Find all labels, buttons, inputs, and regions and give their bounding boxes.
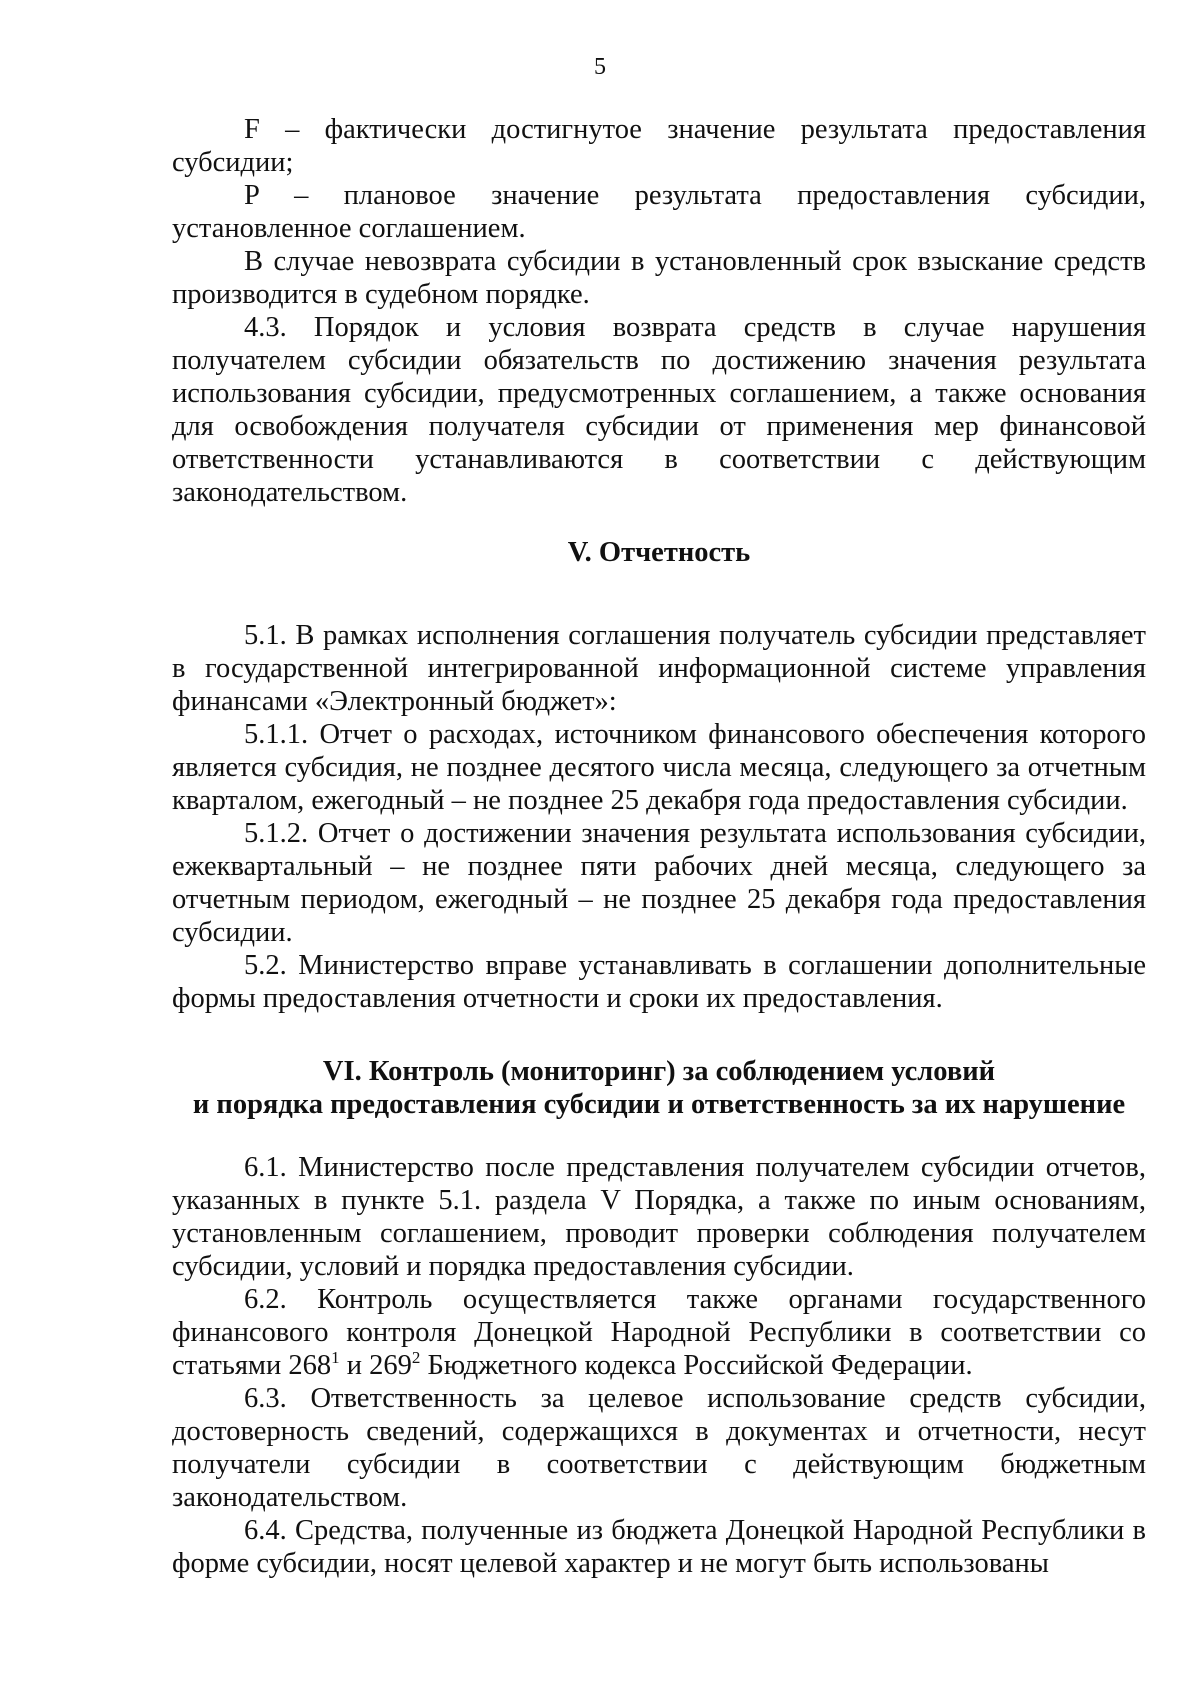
paragraph-6-2-text-a: 6.2. Контроль осуществляется также органами государственного финансового контроля Донецкой Народной Республики в соответствии со статьями 268 [172, 1284, 1146, 1381]
paragraph-6-4: 6.4. Средства, полученные из бюджета Донецкой Народной Республики в форме субсидии, носят целевой характер и не могут быть использованы [172, 1515, 1146, 1579]
paragraph-f-definition: F – фактически достигнутое значение результата предоставления субсидии; [172, 114, 1146, 178]
paragraph-6-2-text-c: Бюджетного кодекса Российской Федерации. [420, 1350, 973, 1381]
document-body [172, 113, 1146, 1580]
page-number: 5 [594, 54, 606, 80]
paragraph-5-1: 5.1. В рамках исполнения соглашения получатель субсидии представляет в государственной интегрированной информационной системе управления финансами «Электронный бюджет»: [172, 620, 1146, 717]
paragraph-nonreturn: В случае невозврата субсидии в установленный срок взыскание средств производится в судебном порядке. [172, 246, 1146, 310]
section-6-heading [172, 1055, 1146, 1121]
section-6-heading-line1: VI. Контроль (мониторинг) за соблюдением условий [322, 1056, 996, 1087]
paragraph-5-1-2: 5.1.2. Отчет о достижении значения результата использования субсидии, ежеквартальный – не позднее пяти рабочих дней месяца, следующего за отчетным периодом, ежегодный – не позднее 25 декабря года предоставления субсидии. [172, 818, 1146, 948]
paragraph-5-2: 5.2. Министерство вправе устанавливать в соглашении дополнительные формы предоставления отчетности и сроки их предоставления. [172, 950, 1146, 1014]
paragraph-6-1: 6.1. Министерство после представления получателем субсидии отчетов, указанных в пункте 5.1. раздела V Порядка, а также по иным основаниям, установленным соглашением, проводит проверки соблюдения получателем субсидии, условий и порядка предоставления субсидии. [172, 1152, 1146, 1282]
paragraph-6-2 [172, 1283, 1146, 1382]
paragraph-6-3: 6.3. Ответственность за целевое использование средств субсидии, достоверность сведений, содержащихся в документах и отчетности, несут получатели субсидии в соответствии с действующим бюджетным законодательством. [172, 1383, 1146, 1513]
paragraph-6-2-text-b: и 269 [339, 1350, 412, 1381]
superscript-2: 2 [411, 1348, 421, 1367]
paragraph-p-definition: P – плановое значение результата предоставления субсидии, установленное соглашением. [172, 180, 1146, 244]
section-6-heading-line2: и порядка предоставления субсидии и ответственность за их нарушение [192, 1089, 1126, 1120]
paragraph-4-3: 4.3. Порядок и условия возврата средств в случае нарушения получателем субсидии обязательств по достижению значения результата использования субсидии, предусмотренных соглашением, а также основания для освобождения получателя субсидии от применения мер финансовой ответственности устанавливаются в соответствии с действующим законодательством. [172, 312, 1146, 508]
paragraph-5-1-1: 5.1.1. Отчет о расходах, источником финансового обеспечения которого является субсидия, не позднее десятого числа месяца, следующего за отчетным кварталом, ежегодный – не позднее 25 декабря года предоставления субсидии. [172, 719, 1146, 816]
section-5-heading: V. Отчетность [567, 537, 751, 568]
superscript-1: 1 [331, 1348, 340, 1367]
